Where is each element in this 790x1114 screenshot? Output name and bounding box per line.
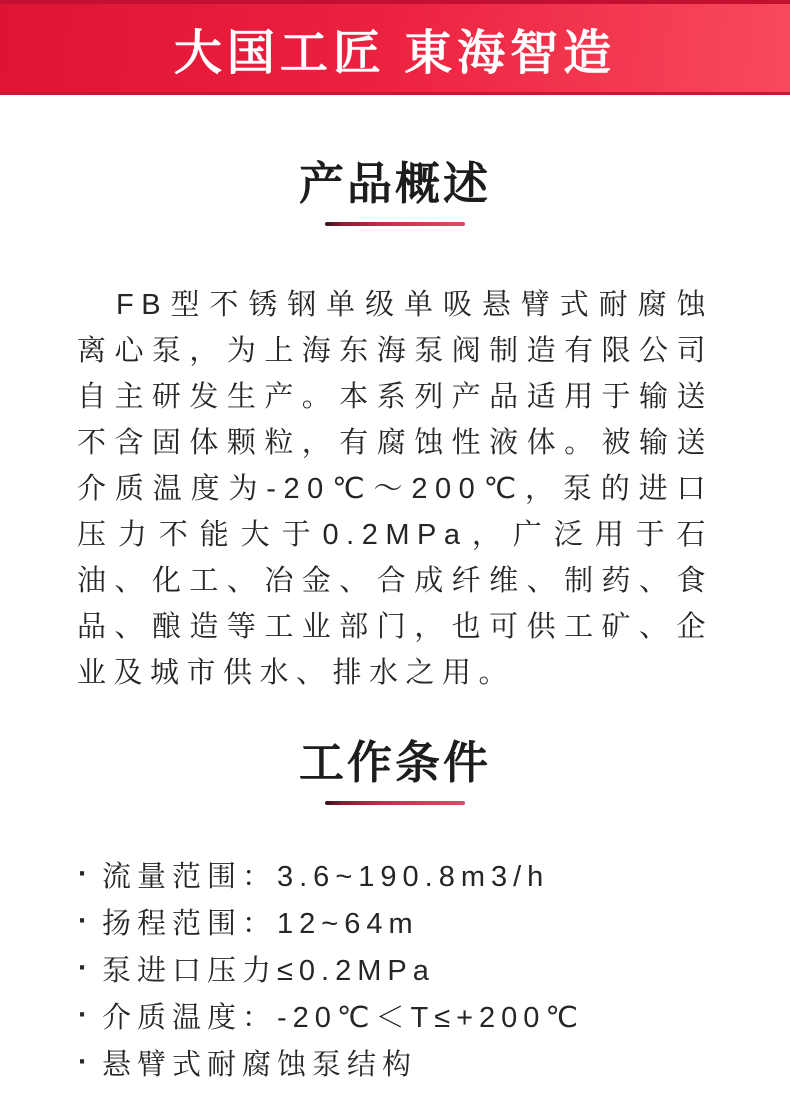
spec-flow-range: 流量范围：3.6~190.8m3/h <box>102 861 550 893</box>
spec-structure: 悬臂式耐腐蚀泵结构 <box>102 1049 418 1081</box>
bullet-dot-icon: · <box>78 1046 94 1078</box>
working-conditions-list <box>78 851 790 1086</box>
bullet-dot-icon: · <box>78 952 94 984</box>
list-item <box>78 1039 790 1086</box>
section-product-overview <box>0 159 790 696</box>
spec-inlet-pressure: 泵进口压力≤0.2MPa <box>102 955 435 987</box>
bullet-dot-icon: · <box>78 999 94 1031</box>
banner-title: 大国工匠 東海智造 <box>173 26 617 80</box>
section-working-conditions <box>0 738 790 1086</box>
brand-banner <box>0 0 790 95</box>
overview-paragraph: FB型不锈钢单级单吸悬臂式耐腐蚀离心泵，为上海东海泵阀制造有限公司自主研发生产。本系列产品适用于输送不含固体颗粒，有腐蚀性液体。被输送介质温度为-20℃～200℃，泵的进口压力不能大于0.2MPa，广泛用于石油、化工、冶金、合成纤维、制药、食品、酿造等工业部门，也可供工矿、企业及城市供水、排水之用。 <box>77 289 713 689</box>
spec-medium-temperature: 介质温度：-20℃＜T≤+200℃ <box>102 1002 585 1034</box>
conditions-title-underline <box>325 801 465 805</box>
overview-title-underline <box>325 222 465 226</box>
list-item <box>78 898 790 945</box>
list-item <box>78 945 790 992</box>
bullet-dot-icon: · <box>78 905 94 937</box>
conditions-section-title: 工作条件 <box>298 737 491 788</box>
bullet-dot-icon: · <box>78 858 94 890</box>
spec-head-range: 扬程范围：12~64m <box>102 908 419 940</box>
list-item <box>78 851 790 898</box>
list-item <box>78 992 790 1039</box>
overview-section-title: 产品概述 <box>298 158 491 209</box>
